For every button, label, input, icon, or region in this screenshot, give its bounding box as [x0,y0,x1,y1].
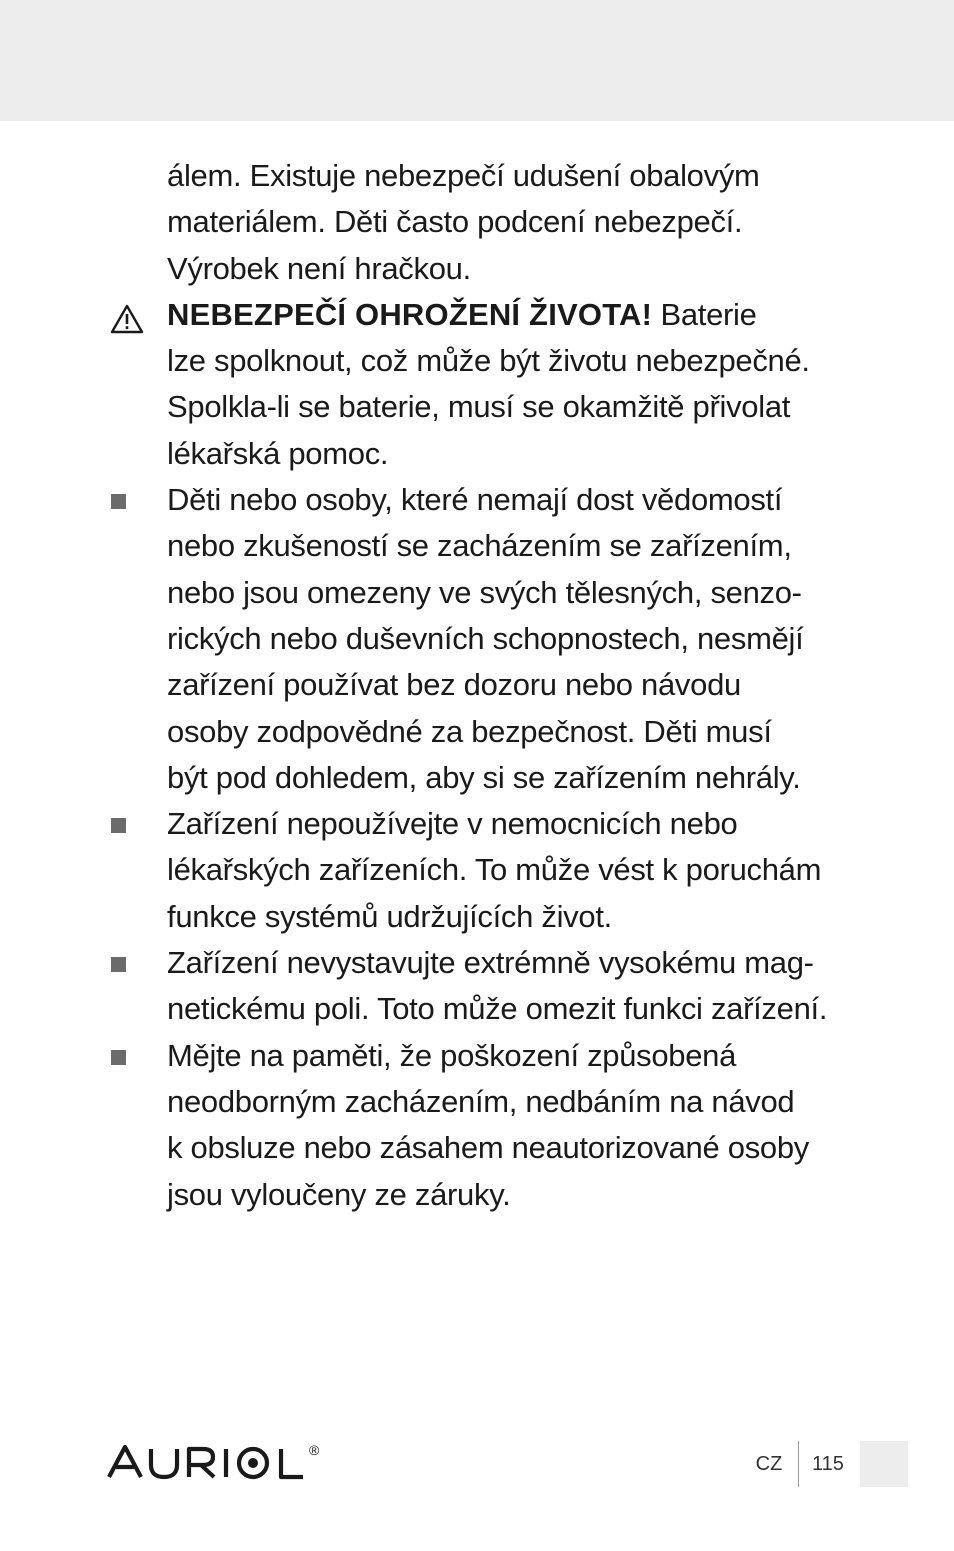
warning-triangle-icon [110,304,144,334]
bullet-paragraph-magnetic [0,940,847,1033]
text-line: lze spolknout, což může být životu nebezpečné. [167,343,810,379]
text-line: nebo zkušeností se zacházením se zařízením, [167,528,792,564]
text-line: netickému poli. Toto může omezit funkci zařízení. [167,991,828,1027]
registered-mark: ® [309,1442,320,1458]
page-body [0,153,954,1218]
page-edge-tab [860,1441,908,1487]
page-number: 115 [812,1452,844,1475]
text-line: rických nebo duševních schopnostech, nesmějí [167,620,804,656]
bullet-paragraph-children [0,477,847,801]
auriol-logo [107,1441,329,1487]
text-line: funkce systémů udržujících život. [167,898,612,934]
bullet-paragraph-warranty [0,1033,847,1218]
text-line: Zařízení nepoužívejte v nemocnicích nebo [167,806,738,842]
warning-paragraph [0,292,847,477]
text-line: jsou vyloučeny ze záruky. [167,1176,511,1212]
square-bullet-icon [111,494,126,509]
warning-heading: NEBEZPEČÍ OHROŽENÍ ŽIVOTA! [167,296,653,332]
text-line: osoby zodpovědné za bezpečnost. Děti musí [167,713,772,749]
text-line: k obsluze nebo zásahem neautorizované osoby [167,1130,809,1166]
text-line [167,292,847,338]
bullet-paragraph-hospitals [0,801,847,940]
text-line: být pod dohledem, aby si se zařízením nehrály. [167,759,801,795]
text-fragment: Baterie [652,296,757,332]
text-line: materiálem. Děti často podcení nebezpečí. [167,204,743,240]
square-bullet-icon [111,957,126,972]
square-bullet-icon [111,1050,126,1065]
text-line: zařízení používat bez dozoru nebo návodu [167,667,741,703]
square-bullet-icon [111,818,126,833]
text-paragraph-continuation [0,153,847,292]
text-line: nebo jsou omezeny ve svých tělesných, senzo- [167,574,802,610]
text-line: neodborným zacházením, nedbáním na návod [167,1083,795,1119]
text-line: Výrobek není hračkou. [167,250,471,286]
text-line: lékařských zařízeních. To může vést k poruchám [167,852,822,888]
text-line: Mějte na paměti, že poškození způsobená [167,1037,737,1073]
footer-pagination [740,1441,857,1487]
text-line: Spolkla-li se baterie, musí se okamžitě přivolat [167,389,791,425]
text-line: lékařská pomoc. [167,435,389,471]
text-line: Děti nebo osoby, které nemají dost vědomostí [167,482,783,518]
header-band [0,0,954,121]
language-code: CZ [755,1452,783,1475]
text-line: Zařízení nevystavujte extrémně vysokému mag- [167,945,814,981]
text-line: álem. Existuje nebezpečí udušení obalovým [167,158,760,193]
